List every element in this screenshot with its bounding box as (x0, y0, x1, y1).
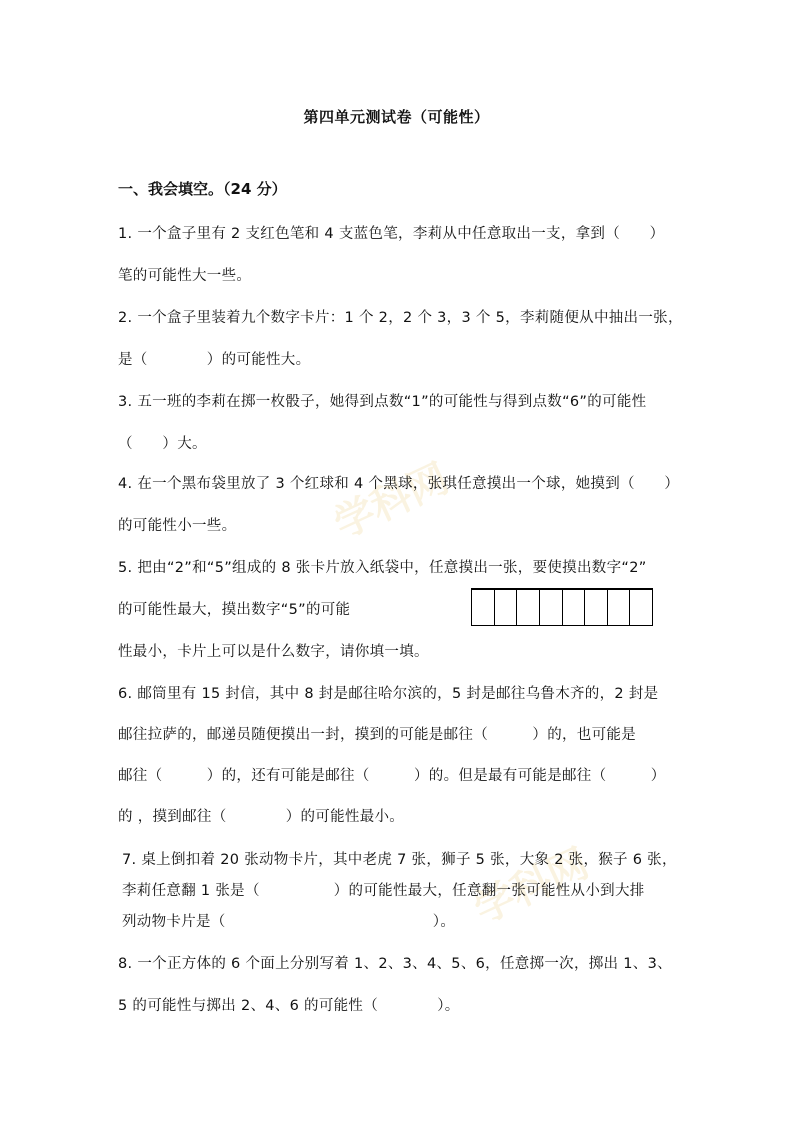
question-3-line-1: 3. 五一班的李莉在掷一枚骰子，她得到点数“1”的可能性与得到点数“6”的可能性 (118, 394, 647, 410)
question-4-line-2: 的可能性小一些。 (118, 518, 237, 534)
card-answer-grid (471, 588, 653, 626)
question-8-line-2: 5 的可能性与掷出 2、4、6 的可能性（ ）。 (118, 998, 460, 1014)
card-cell[interactable] (563, 590, 586, 625)
question-6-line-3: 邮往（ ）的，还有可能是邮往（ ）的。但是最有可能是邮往（ ） (118, 768, 666, 784)
watermark: 学科网 (467, 840, 596, 933)
card-cell[interactable] (585, 590, 608, 625)
question-1-line-1: 1. 一个盒子里有 2 支红色笔和 4 支蓝色笔，李莉从中任意取出一支，拿到（ ） (118, 226, 665, 242)
question-6-line-2: 邮往拉萨的，邮递员随便摸出一封，摸到的可能是邮往（ ）的，也可能是 (118, 727, 636, 743)
card-cell[interactable] (472, 590, 495, 625)
question-5-line-3: 性最小，卡片上可以是什么数字，请你填一填。 (118, 644, 429, 660)
section-heading: 一、我会填空。（24 分） (118, 180, 287, 198)
page-title: 第四单元测试卷（可能性） (303, 108, 490, 126)
question-2-line-1: 2. 一个盒子里装着九个数字卡片：1 个 2，2 个 3，3 个 5，李莉随便从中抽出一张， (118, 310, 683, 326)
question-8-line-1: 8. 一个正方体的 6 个面上分别写着 1、2、3、4、5、6，任意掷一次，掷出 1、3、 (118, 956, 672, 972)
question-7-line-2: 李莉任意翻 1 张是（ ）的可能性最大，任意翻一张可能性从小到大排 (122, 883, 645, 899)
question-6-line-4: 的 ，摸到邮往（ ）的可能性最小。 (118, 809, 405, 825)
question-1-line-2: 笔的可能性大一些。 (118, 268, 252, 284)
question-5-line-1: 5. 把由“2”和“5”组成的 8 张卡片放入纸袋中，任意摸出一张，要使摸出数字“2” (118, 560, 647, 576)
card-cell[interactable] (495, 590, 518, 625)
card-cell[interactable] (540, 590, 563, 625)
question-6-line-1: 6. 邮筒里有 15 封信，其中 8 封是邮往哈尔滨的，5 封是邮往乌鲁木齐的，2 封是 (118, 686, 659, 702)
watermark: 学科网 (327, 455, 456, 548)
card-cell[interactable] (608, 590, 631, 625)
card-cell[interactable] (517, 590, 540, 625)
question-3-line-2: （ ）大。 (118, 436, 207, 452)
question-2-line-2: 是（ ）的可能性大。 (118, 352, 311, 368)
question-7-line-3: 列动物卡片是（ ）。 (122, 914, 456, 930)
question-5-line-2: 的可能性最大，摸出数字“5”的可能 (118, 602, 351, 618)
question-4-line-1: 4. 在一个黑布袋里放了 3 个红球和 4 个黑球，张琪任意摸出一个球，她摸到（ ） (118, 476, 680, 492)
card-cell[interactable] (630, 590, 652, 625)
question-7-line-1: 7. 桌上倒扣着 20 张动物卡片，其中老虎 7 张，狮子 5 张，大象 2 张，猴子 6 张， (122, 852, 677, 868)
